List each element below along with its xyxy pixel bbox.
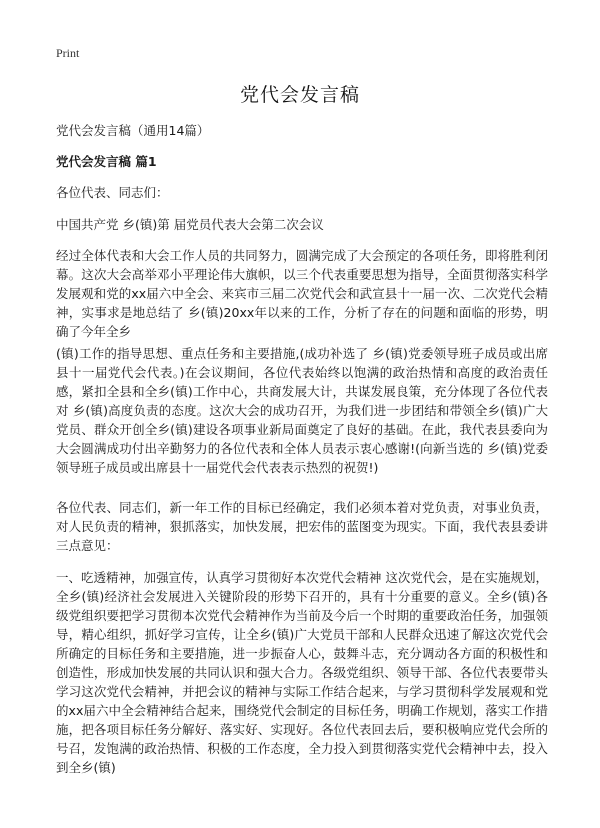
meeting-line: 中国共产党 乡(镇)第 届党员代表大会第二次会议 [56, 217, 324, 232]
print-label: Print [56, 46, 80, 60]
paragraph-1: 经过全体代表和大会工作人员的共同努力，圆满完成了大会预定的各项任务，即将胜利闭幕。这次大会高举邓小平理论伟大旗帜，以三个代表重要思想为指导，全面贯彻落实科学发展观和党的xx届六中全会、来宾市三届二次党代会和武宣县十一届一次、二次党代会精神，实事求是地总结了 乡(镇)20xx年以来的工作，分析了存在的问题和面临的形势，明确了今年全乡 [56, 248, 548, 339]
paragraph-3: 各位代表、同志们，新一年工作的目标已经确定，我们必须本着对党负责，对事业负责，对人民负责的精神，狠抓落实，加快发展，把宏伟的蓝图变为现实。下面，我代表县委讲三点意见： [56, 500, 548, 553]
section-heading: 党代会发言稿 篇1 [56, 154, 157, 169]
document-subtitle: 党代会发言稿（通用14篇） [56, 123, 210, 138]
salutation: 各位代表、同志们： [56, 185, 169, 200]
paragraph-2: (镇)工作的指导思想、重点任务和主要措施,(成功补选了 乡(镇)党委领导班子成员或出席县十一届党代会代表。)在会议期间，各位代表始终以饱满的政治热情和高度的政治责任感，紧扣全县和全乡(镇)工作中心，共商发展大计，共谋发展良策，充分体现了各位代表对 乡(镇)高度负责的态度。这次大会的成功召开，为我们进一步团结和带领全乡(镇)广大党员、群众开创全乡(镇)建设各项事业新局面奠定了良好的基础。在此，我代表县委向为大会圆满成功付出辛勤努力的各位代表和全体人员表示衷心感谢!(向新当选的 乡(镇)党委领导班子成员或出席县十一届党代会代表表示热烈的祝贺!) [56, 346, 548, 475]
document-title: 党代会发言稿 [239, 84, 360, 106]
paragraph-4: 一、吃透精神，加强宣传，认真学习贯彻好本次党代会精神 这次党代会，是在实施规划，全乡(镇)经济社会发展进入关键阶段的形势下召开的，具有十分重要的意义。全乡(镇)各级党组织要把学习贯彻本次党代会精神作为当前及今后一个时期的重要政治任务，加强领导，精心组织，抓好学习宣传，让全乡(镇)广大党员干部和人民群众迅速了解这次党代会所确定的目标任务和主要措施，进一步振奋人心，鼓舞斗志，充分调动各方面的积极性和创造性，形成加快发展的共同认识和强大合力。各级党组织、领导干部、各位代表要带头学习这次党代会精神，并把会议的精神与实际工作结合起来，与学习贯彻科学发展观和党的xx届六中全会精神结合起来，围绕党代会制定的目标任务，明确工作规划，落实工作措施，把各项目标任务分解好、落实好、实现好。各位代表回去后，要积极响应党代会所的号召，发饱满的政治热情、积极的工作态度，全力投入到贯彻落实党代会精神中去，投入到全乡(镇) [56, 570, 548, 775]
